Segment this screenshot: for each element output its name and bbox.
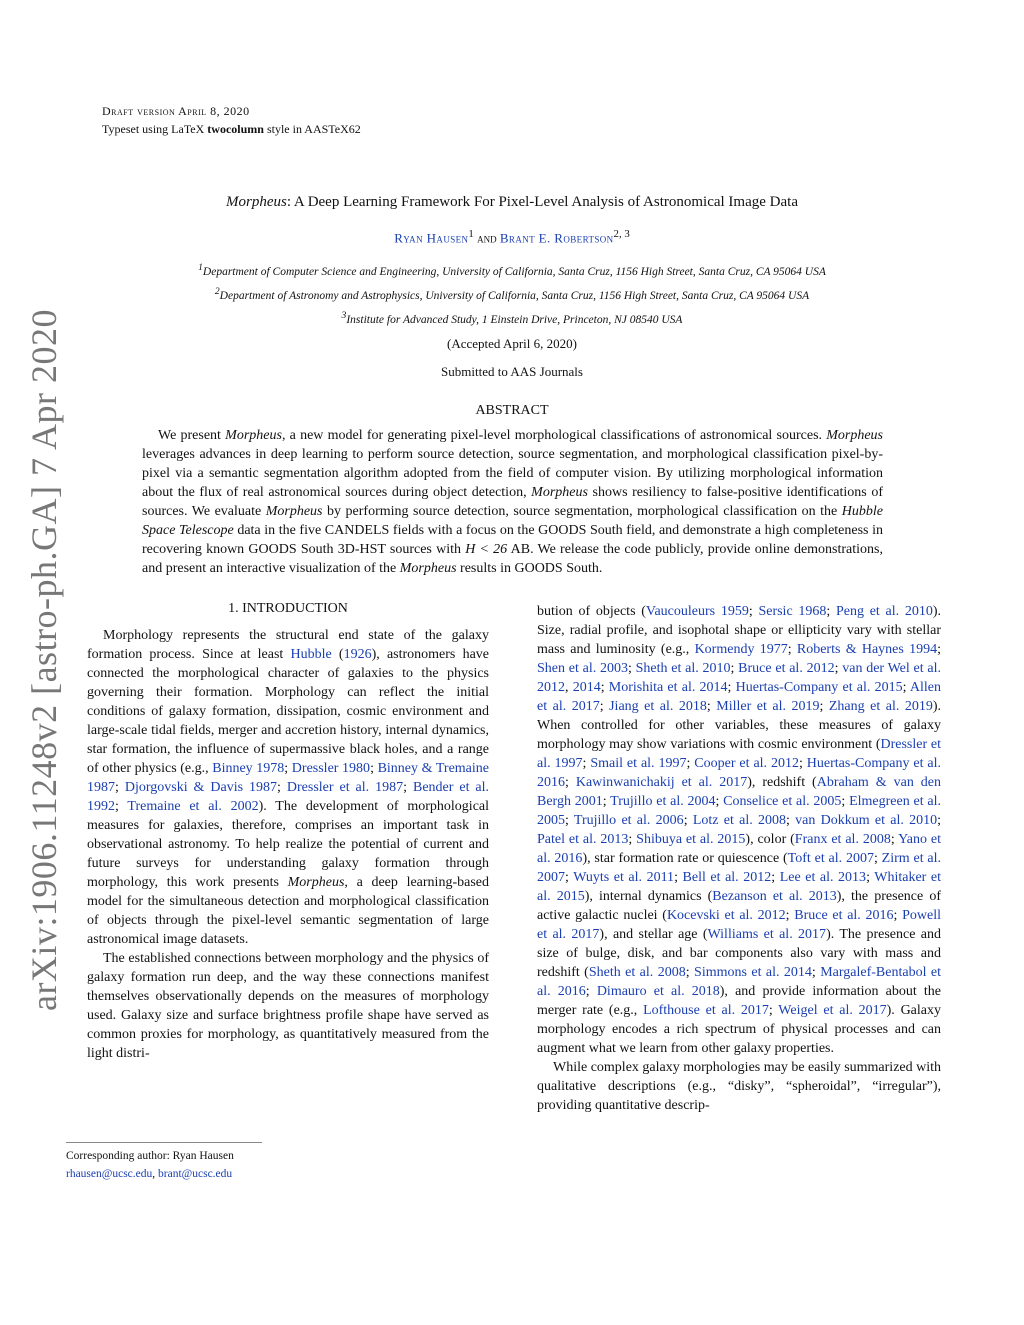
citation-link[interactable]: Sheth et al. 2008: [588, 965, 686, 980]
citation-link[interactable]: Patel et al. 2013: [537, 832, 629, 847]
citation-link[interactable]: Allen et al. 2017: [537, 680, 942, 714]
citation-link[interactable]: Peng et al. 2010: [835, 604, 933, 619]
citation-link[interactable]: 2014: [572, 680, 601, 695]
arxiv-id: arXiv:1906.11248v2 [astro-ph.GA] 7 Apr 2020: [24, 308, 64, 1012]
citation-link[interactable]: Morishita et al. 2014: [608, 680, 728, 695]
citation-link[interactable]: Jiang et al. 2018: [609, 699, 707, 714]
left-column: [87, 626, 489, 1063]
affiliation: $^2$Department of Astronomy and Astrophysics, University of California, Santa Cruz, 1156 High Street, Santa Cruz, CA 95064 USA: [214, 285, 810, 302]
citation-link[interactable]: Elmegreen et al. 2005: [537, 794, 941, 828]
paper-title: Morpheus: A Deep Learning Framework For Pixel-Level Analysis of Astronomical Image Data: [226, 194, 798, 210]
draft-version: Draft version April 8, 2020: [102, 104, 250, 118]
citation-link[interactable]: Djorgovski & Davis 1987: [124, 780, 278, 795]
abstract-body: We present Morpheus, a new model for generating pixel-level morphological classifications of astronomical sources. Morpheus leverages advances in deep learning to perform source detection, source segmentation, and morphological classification pixel-by-pixel via a semantic segmentation algorithm adopted from the field of computer vision. By utilizing morphological information about the flux of real astronomical sources during object detection, Morpheus shows resiliency to false-positive identifications of sources. We evaluate Morpheus by performing source detection, source segmentation, morphological classification on the Hubble Space Telescope data in the five CANDELS fields with a focus on the GOODS South field, and demonstrate a high completeness in recovering known GOODS South 3D-HST sources with H < 26 AB. We release the code publicly, provide online demonstrations, and present an interactive visualization of the Morpheus results in GOODS South.: [142, 428, 884, 576]
citation-link[interactable]: Huertas-Company et al. 2016: [537, 756, 941, 790]
citation-link[interactable]: Kormendy 1977: [694, 642, 788, 657]
citation-link[interactable]: Sheth et al. 2010: [635, 661, 731, 676]
citation-link[interactable]: Conselice et al. 2005: [723, 794, 842, 809]
citation-link[interactable]: 1926: [343, 647, 372, 662]
section-heading: 1. INTRODUCTION: [228, 601, 348, 616]
citation-link[interactable]: Whitaker et al. 2015: [537, 870, 942, 904]
citation-link[interactable]: Lotz et al. 2008: [692, 813, 786, 828]
citation-link[interactable]: Shibuya et al. 2015: [636, 832, 746, 847]
citation-link[interactable]: Dressler 1980: [291, 761, 371, 776]
citation-link[interactable]: Miller et al. 2019: [716, 699, 820, 714]
affiliations: [0, 258, 1024, 329]
submitted-to: Submitted to AAS Journals: [441, 364, 583, 379]
citation-link[interactable]: Kawinwanichakij et al. 2017: [575, 775, 748, 790]
paragraph: The established connections between morphology and the physics of galaxy formation run deep, and the way these connections manifest themselves observationally depends on the measures of morphology used. Galaxy size and surface brightness profile shape have served as common proxies for morphology, as quantitatively measured from the light distri-: [87, 951, 489, 1061]
right-column: [537, 602, 941, 1115]
abstract-heading: ABSTRACT: [475, 403, 549, 418]
citation-link[interactable]: Lee et al. 2013: [779, 870, 867, 885]
citation-link[interactable]: Yano et al. 2016: [537, 832, 942, 866]
citation-link[interactable]: Lofthouse et al. 2017: [643, 1003, 769, 1018]
citation-link[interactable]: Roberts & Haynes 1994: [796, 642, 938, 657]
citation-link[interactable]: Bruce et al. 2012: [738, 661, 835, 676]
author-list: Ryan Hausen$^1$ and Brant E. Robertson$^{2, 3}$: [394, 228, 630, 246]
citation-link[interactable]: Bruce et al. 2016: [794, 908, 894, 923]
citation-link[interactable]: Dimauro et al. 2018: [596, 984, 720, 999]
citation-link[interactable]: Vaucouleurs 1959: [645, 604, 749, 619]
citation-link[interactable]: Zhang et al. 2019: [828, 699, 933, 714]
affiliation: $^1$Department of Computer Science and Engineering, University of California, Santa Cruz, 1156 High Street, Santa Cruz, CA 95064 USA: [198, 262, 826, 278]
citation-link[interactable]: van Dokkum et al. 2010: [795, 813, 938, 828]
citation-link[interactable]: Franx et al. 2008: [794, 832, 891, 847]
citation-link[interactable]: Binney & Tremaine 1987: [87, 761, 489, 795]
author-link[interactable]: Brant E. Robertson: [499, 230, 614, 246]
citation-link[interactable]: Shen et al. 2003: [537, 661, 628, 676]
citation-link[interactable]: Weigel et al. 2017: [778, 1003, 887, 1018]
citation-link[interactable]: Smail et al. 1997: [590, 756, 687, 771]
citation-link[interactable]: Dressler et al. 1987: [286, 780, 404, 795]
citation-link[interactable]: Cooper et al. 2012: [694, 756, 799, 771]
citation-link[interactable]: Bezanson et al. 2013: [712, 889, 837, 904]
math-expression: H < 26: [465, 542, 508, 557]
paragraph: bution of objects (Vaucouleurs 1959; Sersic 1968; Peng et al. 2010). Size, radial profile, and isophotal shape or ellipticity vary with stellar mass and luminosity (e.g., Kormendy 1977; Roberts & Haynes 1994; Shen et al. 2003; Sheth et al. 2010; Bruce et al. 2012; van der Wel et al. 2012, 2014; Morishita et al. 2014; Huertas-Company et al. 2015; Allen et al. 2017; Jiang et al. 2018; Miller et al. 2019; Zhang et al. 2019). When controlled for other variables, these measures of galaxy morphology may show variations with cosmic environment (Dressler et al. 1997; Smail et al. 1997; Cooper et al. 2012; Huertas-Company et al. 2016; Kawinwanichakij et al. 2017), redshift (Abraham & van den Bergh 2001; Trujillo et al. 2004; Conselice et al. 2005; Elmegreen et al. 2005; Trujillo et al. 2006; Lotz et al. 2008; van Dokkum et al. 2010; Patel et al. 2013; Shibuya et al. 2015), color (Franx et al. 2008; Yano et al. 2016), star formation rate or quiescence (Toft et al. 2007; Zirm et al. 2007; Wuyts et al. 2011; Bell et al. 2012; Lee et al. 2013; Whitaker et al. 2015), internal dynamics (Bezanson et al. 2013), the presence of active galactic nuclei (Kocevski et al. 2012; Bruce et al. 2016; Powell et al. 2017), and stellar age (Williams et al. 2017). The presence and size of bulge, disk, and bar components also vary with mass and redshift (Sheth et al. 2008; Simmons et al. 2014; Margalef-Bentabol et al. 2016; Dimauro et al. 2018), and provide information about the merger rate (e.g., Lofthouse et al. 2017; Weigel et al. 2017). Galaxy morphology encodes a rich spectrum of physical processes and can augment what we learn from other galaxy properties.: [537, 604, 942, 1056]
typeset-line: Typeset using LaTeX twocolumn style in AASTeX62: [102, 122, 361, 136]
citation-link[interactable]: Zirm et al. 2007: [537, 851, 942, 885]
affiliation: $^3$Institute for Advanced Study, 1 Einstein Drive, Princeton, NJ 08540 USA: [341, 309, 683, 326]
citation-link[interactable]: Wuyts et al. 2011: [573, 870, 675, 885]
citation-link[interactable]: Bender et al. 1992: [87, 780, 490, 814]
latex-logo: LaTeX: [171, 122, 205, 136]
arxiv-stamp: [14, 308, 74, 1012]
citation-link[interactable]: Trujillo et al. 2006: [573, 813, 684, 828]
accepted-date: (Accepted April 6, 2020): [447, 336, 577, 351]
citation-link[interactable]: Binney 1978: [212, 761, 285, 776]
citation-link[interactable]: Trujillo et al. 2004: [610, 794, 716, 809]
paragraph: Morphology represents the structural end state of the galaxy formation process. Since at least Hubble (1926), astronomers have connected the morphological character of galaxies to the physics governing their formation. Morphology can reflect the initial conditions of galaxy formation, dissipation, cosmic environment and large-scale tidal fields, merger and accretion history, internal dynamics, star formation, the influence of supermassive black holes, and a range of other physics (e.g., Binney 1978; Dressler 1980; Binney & Tremaine 1987; Djorgovski & Davis 1987; Dressler et al. 1987; Bender et al. 1992; Tremaine et al. 2002). The development of morphological measures for galaxies, therefore, comprises an important task in observational astronomy. To help realize the potential of current and future surveys for understanding galaxy formation through morphology, this work presents Morpheus, a deep learning-based model for the simultaneous detection and morphological classification of objects through the pixel-level semantic segmentation of large astronomical image datasets.: [87, 628, 490, 947]
corresponding-author: Corresponding author: Ryan Hausen rhausen@ucsc.edu, brant@ucsc.edu: [66, 1142, 262, 1183]
citation-link[interactable]: van der Wel et al. 2012: [537, 661, 942, 695]
citation-link[interactable]: Kocevski et al. 2012: [666, 908, 786, 923]
footnote-rule: [66, 1142, 262, 1143]
running-header: [102, 102, 361, 138]
citation-link[interactable]: Toft et al. 2007: [787, 851, 874, 866]
citation-link[interactable]: Bell et al. 2012: [682, 870, 772, 885]
citation-link[interactable]: Sersic 1968: [758, 604, 827, 619]
author-link[interactable]: Ryan Hausen: [394, 230, 469, 246]
citation-link[interactable]: Hubble: [290, 647, 332, 662]
email-link[interactable]: brant@ucsc.edu: [158, 1168, 233, 1180]
citation-link[interactable]: Abraham & van den Bergh 2001: [537, 775, 942, 809]
citation-link[interactable]: Margalef-Bentabol et al. 2016: [537, 965, 941, 999]
citation-link[interactable]: Dressler et al. 1997: [537, 737, 941, 771]
citation-link[interactable]: Tremaine et al. 2002: [127, 799, 259, 814]
email-link[interactable]: rhausen@ucsc.edu: [66, 1168, 153, 1180]
citation-link[interactable]: Huertas-Company et al. 2015: [735, 680, 903, 695]
paragraph: While complex galaxy morphologies may be easily summarized with qualitative descriptions (e.g., “disky”, “spheroidal”, “irregular”), providing quantitative descrip-: [537, 1060, 942, 1113]
citation-link[interactable]: Powell et al. 2017: [537, 908, 942, 942]
citation-link[interactable]: Simmons et al. 2014: [694, 965, 812, 980]
citation-link[interactable]: Williams et al. 2017: [707, 927, 827, 942]
